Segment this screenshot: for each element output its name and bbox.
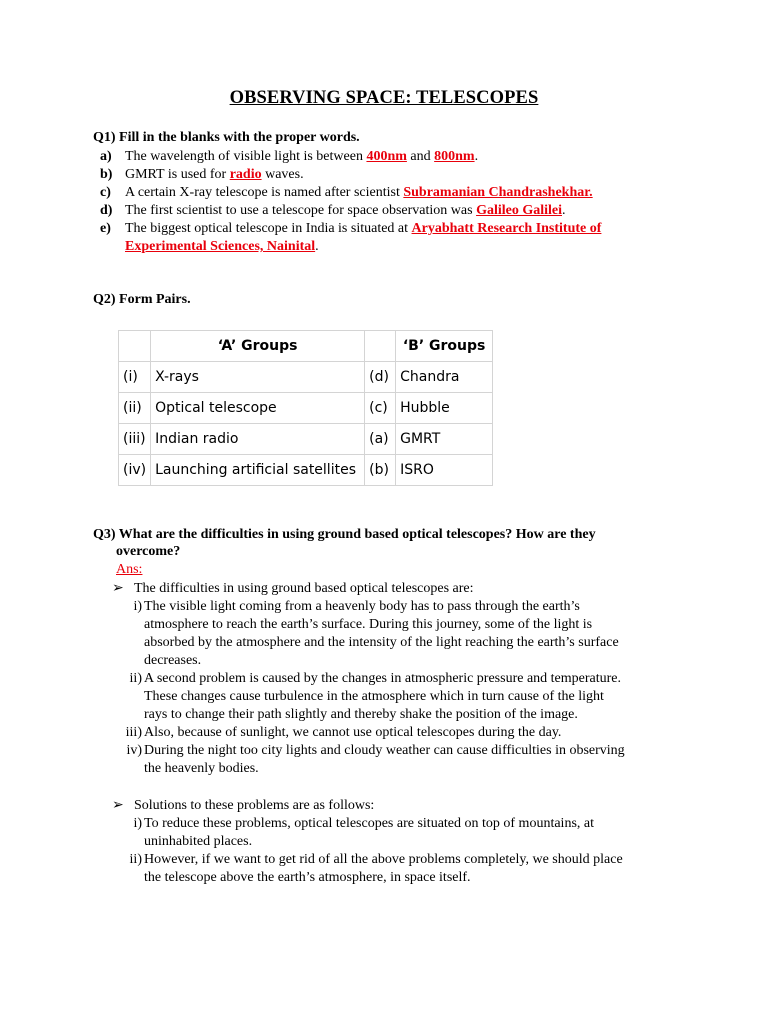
difficulties-intro (112, 580, 474, 597)
list-item (116, 851, 696, 887)
b-index: (b) (365, 455, 396, 486)
table-row (119, 362, 493, 393)
q3-heading-cont: overcome? (116, 544, 181, 559)
answer-text: 800nm (434, 149, 475, 164)
item-number: i) (133, 816, 142, 831)
text-line: absorbed by the atmosphere and the intensity of the light reaching the earth’s surface (144, 635, 619, 650)
item-text (144, 670, 674, 724)
a-value: Indian radio (151, 424, 365, 455)
column-header-b: ‘B’ Groups (396, 331, 493, 362)
list-item (116, 598, 696, 670)
table-row (119, 424, 493, 455)
item-number: ii) (129, 852, 142, 867)
answer-text: Subramanian Chandrashekhar. (403, 185, 593, 200)
q2-heading: Q2) Form Pairs. (93, 292, 191, 307)
q1-item-label: e) (100, 221, 111, 236)
solutions-intro (112, 797, 374, 814)
question-text: The first scientist to use a telescope for space observation was (125, 203, 477, 218)
answer-text: radio (229, 167, 262, 182)
q1-item-text (125, 166, 685, 184)
table-cell (119, 331, 151, 362)
b-value: GMRT (396, 424, 493, 455)
text-line: These changes cause turbulence in the atmosphere which in turn cause of the light (144, 689, 604, 704)
bullet-text: Solutions to these problems are as follows: (134, 798, 375, 813)
text-line: the telescope above the earth’s atmosphere, in space itself. (144, 870, 471, 885)
q1-item-label: d) (100, 203, 113, 218)
text-line: rays to change their path slightly and thereby shake the position of the image. (144, 707, 578, 722)
text-line: the heavenly bodies. (144, 761, 259, 776)
item-text (144, 742, 674, 778)
b-index: (c) (365, 393, 396, 424)
text-line: During the night too city lights and cloudy weather can cause difficulties in observing (144, 743, 625, 758)
text-line: decreases. (144, 653, 202, 668)
item-text (144, 598, 674, 670)
a-index: (iii) (119, 424, 151, 455)
q1-item-text (125, 202, 685, 220)
b-index: (a) (365, 424, 396, 455)
answer-text: Experimental Sciences, Nainital (125, 239, 316, 254)
table-row (119, 455, 493, 486)
answer-label: Ans: (116, 562, 143, 577)
a-index: (i) (119, 362, 151, 393)
q1-item-text (125, 148, 685, 166)
q1-item-text (125, 220, 685, 238)
text-line: A second problem is caused by the changes in atmospheric pressure and temperature. (144, 671, 622, 686)
a-index: (ii) (119, 393, 151, 424)
table-row (119, 393, 493, 424)
table-cell (365, 331, 396, 362)
question-text: and (406, 149, 435, 164)
b-value: Chandra (396, 362, 493, 393)
a-value: Optical telescope (151, 393, 365, 424)
list-item (116, 742, 696, 778)
b-value: ISRO (396, 455, 493, 486)
q1-heading: Q1) Fill in the blanks with the proper words. (93, 130, 360, 145)
item-number: ii) (129, 671, 142, 686)
text-line: atmosphere to reach the earth’s surface. During this journey, some of the light is (144, 617, 593, 632)
list-item (116, 815, 696, 851)
a-value: X-rays (151, 362, 365, 393)
text-line: To reduce these problems, optical telescopes are situated on top of mountains, at (144, 816, 594, 831)
a-index: (iv) (119, 455, 151, 486)
column-header-a: ‘A’ Groups (151, 331, 365, 362)
item-text (144, 851, 674, 887)
b-index: (d) (365, 362, 396, 393)
b-value: Hubble (396, 393, 493, 424)
a-value: Launching artificial satellites (151, 455, 365, 486)
list-item (116, 670, 696, 724)
q1-item-label: a) (100, 149, 112, 164)
bullet-text: The difficulties in using ground based optical telescopes are: (134, 581, 474, 596)
question-text: The wavelength of visible light is between (125, 149, 367, 164)
item-number: i) (133, 599, 142, 614)
q1-item-label: b) (100, 167, 113, 182)
item-text (144, 724, 674, 742)
item-number: iv) (126, 743, 142, 758)
arrow-bullet-icon: ➢ (112, 798, 124, 813)
text-line: However, if we want to get rid of all the above problems completely, we should place (144, 852, 623, 867)
q3-heading: Q3) What are the difficulties in using ground based optical telescopes? How are they (93, 527, 596, 542)
question-text: . (562, 203, 566, 218)
arrow-bullet-icon: ➢ (112, 581, 124, 596)
q1-item-text (125, 184, 685, 202)
page-title: OBSERVING SPACE: TELESCOPES (229, 88, 539, 108)
question-text: . (315, 239, 319, 254)
q1-item-label: c) (100, 185, 111, 200)
pairs-table (118, 330, 493, 486)
question-text: The biggest optical telescope in India is situated at (125, 221, 412, 236)
item-text (144, 815, 674, 851)
question-text: waves. (261, 167, 304, 182)
question-text: . (474, 149, 479, 164)
item-number: iii) (125, 725, 142, 740)
question-text: A certain X-ray telescope is named after scientist (125, 185, 404, 200)
table-header-row (119, 331, 493, 362)
q1-item-text (125, 238, 685, 256)
answer-text: Aryabhatt Research Institute of (411, 221, 602, 236)
answer-text: Galileo Galilei (476, 203, 562, 218)
text-line: uninhabited places. (144, 834, 253, 849)
list-item (116, 724, 696, 742)
answer-text: 400nm (366, 149, 407, 164)
text-line: The visible light coming from a heavenly body has to pass through the earth’s (144, 599, 580, 614)
text-line: Also, because of sunlight, we cannot use optical telescopes during the day. (144, 725, 562, 740)
question-text: GMRT is used for (125, 167, 230, 182)
